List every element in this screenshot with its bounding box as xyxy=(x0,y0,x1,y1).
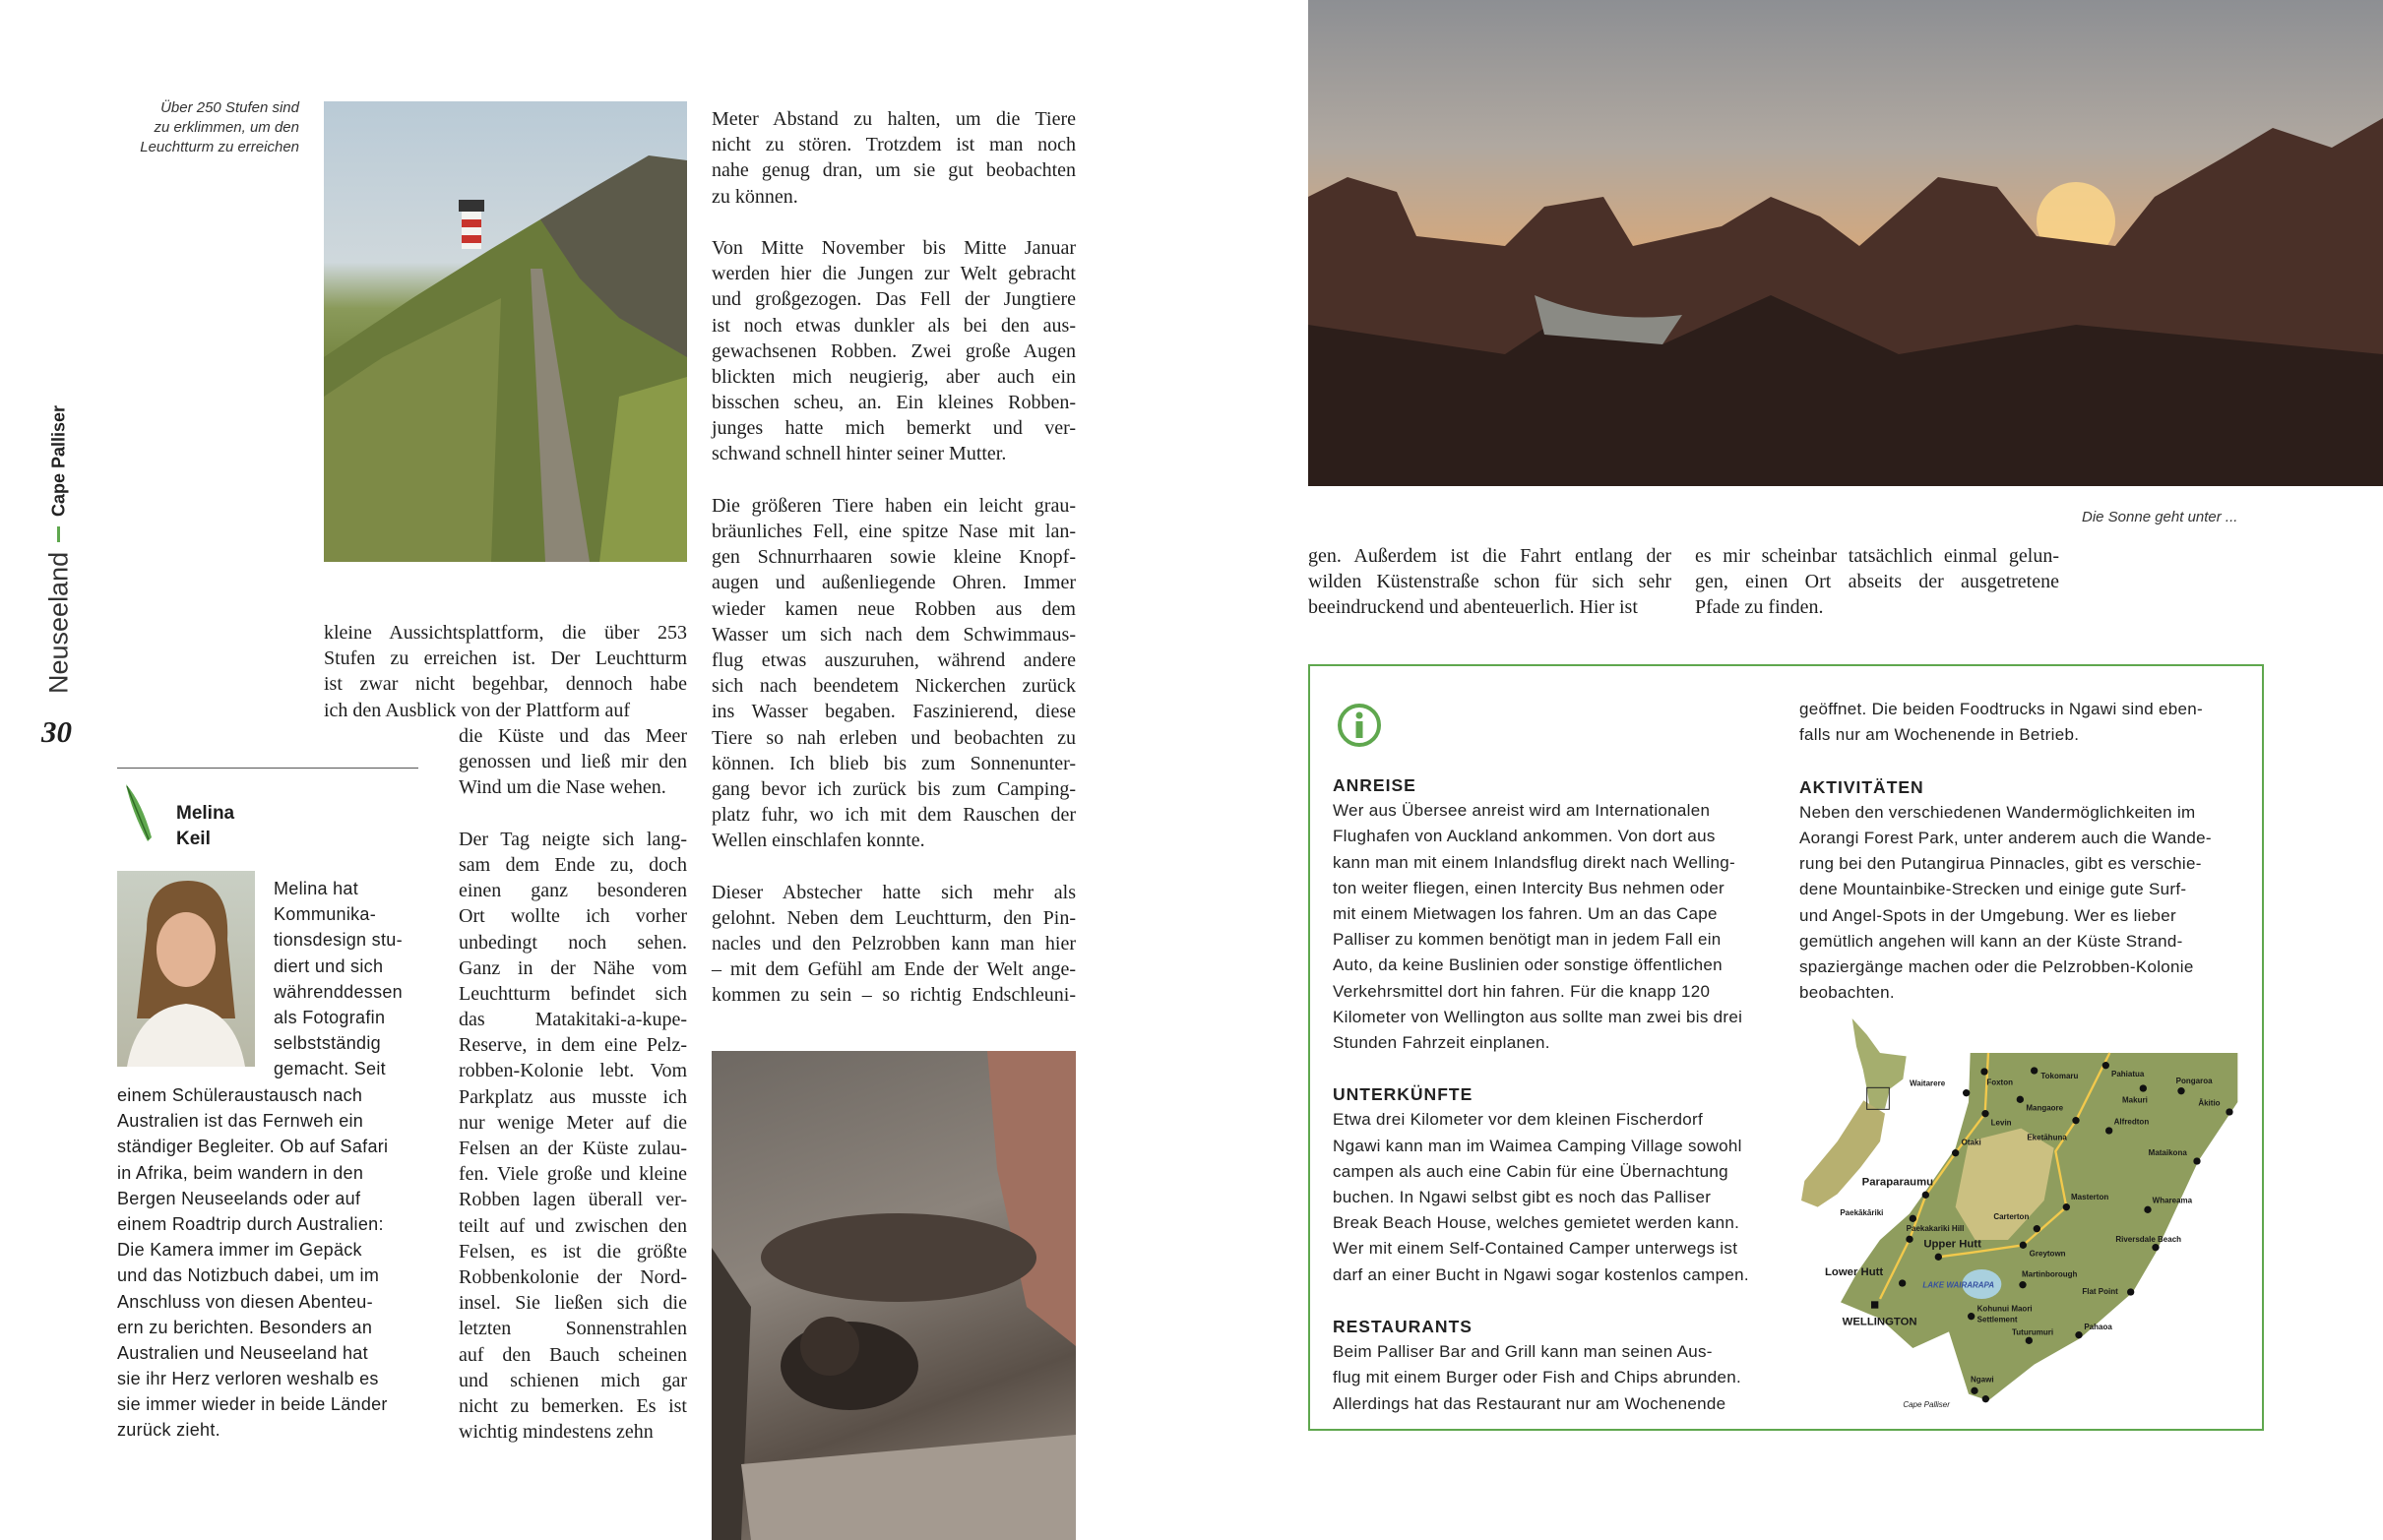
north-island-inset xyxy=(1852,1018,1907,1109)
text-line: Ngawi kann man im Waimea Camping Village sowohl xyxy=(1333,1136,1742,1155)
text-line: die Küste und das Meer xyxy=(459,725,687,747)
text-line: Wasser um sich nach dem Schwimmaus- xyxy=(712,623,1076,646)
map-label: Cape Palliser xyxy=(1903,1400,1950,1409)
text-line: sie immer wieder in beide Länder xyxy=(117,1394,388,1415)
text-line: kann man mit einem Inlandsflug direkt nach Welling- xyxy=(1333,852,1736,872)
text-line: kommen zu sein – so richtig Endschleuni- xyxy=(712,984,1076,1007)
paragraph-break xyxy=(712,210,1076,235)
map-label: Settlement xyxy=(1976,1315,2018,1324)
text-line: Anschluss von diesen Abenteu- xyxy=(117,1291,373,1312)
text-line: flug mit einem Burger oder Fish and Chips abrunden. xyxy=(1333,1368,1742,1387)
map-town-dot xyxy=(1899,1279,1906,1286)
sunset-caption: Die Sonne geht unter ... xyxy=(2082,509,2238,525)
text-line: wieder kamen neue Robben aus dem xyxy=(712,597,1076,620)
map-town-dot xyxy=(2105,1127,2112,1134)
author-bio-wide xyxy=(117,1082,422,1444)
text-line: zu können. xyxy=(712,185,798,208)
text-line: unbedingt noch sehen. xyxy=(459,931,687,954)
map-town-dot xyxy=(1935,1254,1942,1261)
map-label: Pahiatua xyxy=(2111,1070,2145,1078)
text-line: Melina hat xyxy=(274,879,359,898)
paragraph-break xyxy=(1333,1056,1786,1081)
text-line: platz fuhr, wo ich mit dem Rauschen der xyxy=(712,804,1076,827)
text-line: gen. Außerdem ist die Fahrt entlang der xyxy=(1308,545,1671,567)
wellington-region-map xyxy=(1772,1004,2264,1417)
text-line: kleine Aussichtsplattform, die über 253 xyxy=(324,622,687,644)
text-line: spaziergänge machen oder die Pelzrobben-Kolonie xyxy=(1799,956,2194,976)
text-line: Kommunika- xyxy=(274,904,377,925)
map-label: Tuturumuri xyxy=(2012,1327,2054,1337)
map-label: Martinborough xyxy=(2022,1269,2078,1279)
map-label: Otaki xyxy=(1961,1138,1981,1147)
text-line: und großgezogen. Das Fell der Jungtiere xyxy=(712,288,1076,311)
caption-line: Über 250 Stufen sind xyxy=(160,99,299,116)
map-label: Lower Hutt xyxy=(1825,1266,1884,1278)
map-label: Flat Point xyxy=(2082,1287,2118,1296)
text-line: in Afrika, beim wandern in den xyxy=(117,1162,364,1183)
info-section-heading: AKTIVITÄTEN xyxy=(1799,776,1924,797)
map-town-dot xyxy=(2017,1096,2024,1103)
text-line: blickten mich neugierig, aber auch ein xyxy=(712,365,1076,388)
text-line: gewachsenen Robben. Zwei große Augen xyxy=(712,339,1076,362)
map-label: Greytown xyxy=(2029,1249,2066,1259)
text-line: Break Beach House, welches gemietet werden kann. xyxy=(1333,1213,1740,1233)
text-line: Wer aus Übersee anreist wird am Internationalen xyxy=(1333,801,1711,821)
text-line: gelohnt. Neben dem Leuchtturm, den Pin- xyxy=(712,906,1076,929)
map-town-dot xyxy=(2102,1062,2109,1069)
text-line: Die Kamera immer im Gepäck xyxy=(117,1240,362,1261)
text-line: können. Ich blieb bis zum Sonnenunter- xyxy=(712,752,1076,774)
map-town-dot xyxy=(1982,1395,1989,1402)
text-line: robben-Kolonie lebt. Vom xyxy=(459,1060,687,1082)
text-line: Allerdings hat das Restaurant nur am Wochenende xyxy=(1333,1393,1726,1413)
lighthouse-scene xyxy=(324,101,687,562)
map-town-dot xyxy=(1968,1313,1975,1320)
info-section-heading: UNTERKÜNFTE xyxy=(1333,1084,1474,1105)
lighthouse-caption xyxy=(108,98,299,157)
text-line: tionsdesign stu- xyxy=(274,930,403,951)
column-right-1 xyxy=(1308,543,1671,621)
map-label: Waitarere xyxy=(1910,1078,1946,1088)
page-number: 30 xyxy=(41,714,72,749)
author-photo xyxy=(117,871,255,1067)
text-line: und das Notizbuch dabei, um im xyxy=(117,1265,380,1286)
map-label: Mataikona xyxy=(2148,1148,2187,1157)
text-line: teilt auf und zwischen den xyxy=(459,1214,687,1237)
text-line: ist noch etwas dunkler als bei den aus- xyxy=(712,314,1076,337)
text-line: Wer mit einem Self-Contained Camper unterwegs ist xyxy=(1333,1239,1738,1259)
text-line: Parkplatz aus musste ich xyxy=(459,1085,687,1108)
paragraph-break xyxy=(459,801,687,827)
text-line: Wind um die Nase wehen. xyxy=(459,776,666,799)
text-line: ist zwar nicht begehbar, dennoch habe xyxy=(324,673,687,696)
paragraph-break xyxy=(1799,748,2252,773)
text-line: einen ganz besonderen xyxy=(459,880,687,902)
text-line: Stunden Fahrzeit einplanen. xyxy=(1333,1032,1550,1052)
map-label: Ākitio xyxy=(2198,1098,2221,1108)
text-line: selbstständig xyxy=(274,1033,381,1054)
map-label: Foxton xyxy=(1986,1078,2014,1087)
text-line: rung bei den Putangirua Pinnacles, gibt es verschie- xyxy=(1799,854,2202,874)
map-label: Pahaoa xyxy=(2084,1323,2112,1331)
map-town-dot xyxy=(1906,1236,1913,1243)
map-label: Alfredton xyxy=(2113,1117,2150,1127)
text-line: falls nur am Wochenende in Betrieb. xyxy=(1799,725,2080,745)
map-label: Eketāhuna xyxy=(2027,1133,2067,1142)
text-line: gemacht. Seit xyxy=(274,1059,386,1079)
map-label: Paraparaumu xyxy=(1861,1176,1934,1189)
section-name: Neuseeland xyxy=(43,551,74,694)
map-label: Paekākāriki xyxy=(1840,1208,1884,1217)
text-line: letzten Sonnenstrahlen xyxy=(459,1318,687,1340)
text-line: buchen. In Ngawi selbst gibt es noch das Palliser xyxy=(1333,1188,1712,1206)
text-line: augen und außenliegende Ohren. Immer xyxy=(712,572,1076,594)
map-town-dot xyxy=(2063,1203,2070,1210)
map-label: WELLINGTON xyxy=(1842,1316,1917,1328)
map-town-dot xyxy=(2193,1157,2200,1164)
text-line: insel. Sie ließen sich die xyxy=(459,1292,687,1315)
text-line: sie ihr Herz verloren weshalb es xyxy=(117,1369,379,1389)
author-first-name: Melina xyxy=(176,803,235,824)
map-label: Mangaore xyxy=(2026,1103,2064,1113)
text-line: Wellen einschlafen konnte. xyxy=(712,830,925,852)
author-last-name: Keil xyxy=(176,829,211,849)
pen-icon xyxy=(122,782,156,850)
section-divider xyxy=(58,526,61,542)
text-line: Flughafen von Auckland ankommen. Von dort aus xyxy=(1333,827,1716,846)
text-line: Felsen an der Küste zulau- xyxy=(459,1138,687,1159)
author-divider xyxy=(117,768,418,769)
map-capital-marker xyxy=(1871,1301,1878,1308)
text-line: Dieser Abstecher hatte sich mehr als xyxy=(712,881,1076,903)
text-line: sich nach beendetem Nickerchen zurück xyxy=(712,675,1076,698)
text-line: Bergen Neuseelands oder auf xyxy=(117,1188,361,1208)
map-label: Kohunui Maori xyxy=(1976,1304,2033,1314)
map-town-dot xyxy=(2072,1117,2079,1124)
map-town-dot xyxy=(2152,1244,2159,1251)
map-town-dot xyxy=(2127,1288,2134,1295)
seal-photo xyxy=(712,1051,1076,1540)
map-label: LAKE WAIRARAPA xyxy=(1922,1280,1995,1290)
map-label: Pongaroa xyxy=(2175,1077,2213,1085)
text-line: Australien ist das Fernweh ein xyxy=(117,1111,364,1132)
map-label: Ngawi xyxy=(1971,1375,1994,1385)
text-line: diert und sich xyxy=(274,955,384,976)
text-line: ständiger Begleiter. Ob auf Safari xyxy=(117,1137,389,1157)
text-line: genossen und ließ mir den xyxy=(459,751,687,773)
text-line: Auto, da keine Buslinien oder sonstige öffentlichen xyxy=(1333,955,1723,975)
text-line: es mir scheinbar tatsächlich einmal gelun- xyxy=(1695,545,2059,567)
map-town-dot xyxy=(1980,1068,1987,1075)
info-icon xyxy=(1337,703,1382,753)
text-line: Stufen zu erreichen ist. Der Leuchtturm xyxy=(324,647,687,670)
text-line: Robben lagen überall ver- xyxy=(459,1189,687,1211)
map-town-dot xyxy=(2144,1206,2151,1213)
author-bio-narrow xyxy=(274,876,421,1082)
info-section-heading: ANREISE xyxy=(1333,775,1416,795)
text-line: nicht zu bemerken. Es ist xyxy=(459,1394,687,1417)
map-town-dot xyxy=(2020,1242,2027,1249)
chapter-name: Cape Palliser xyxy=(48,404,69,517)
text-line: gemütlich angehen will kann an der Küste Strand- xyxy=(1799,931,2183,951)
text-line: mit einem Mietwagen los fahren. Um an das Cape xyxy=(1333,903,1718,923)
text-line: gen, einen Ort abseits der ausgetretene xyxy=(1695,571,2059,593)
map-town-dot xyxy=(2226,1108,2232,1115)
text-line: Aorangi Forest Park, unter anderem auch die Wande- xyxy=(1799,828,2212,847)
info-section-heading: RESTAURANTS xyxy=(1333,1316,1473,1336)
text-line: bräunliches Fell, eine spitze Nase mit lan- xyxy=(712,521,1076,542)
map-town-dot xyxy=(2177,1087,2184,1094)
region-map xyxy=(1772,1004,2264,1417)
map-town-dot xyxy=(2019,1281,2026,1288)
text-line: dene Mountainbike-Strecken und einige gute Surf- xyxy=(1799,880,2187,899)
map-label: Upper Hutt xyxy=(1923,1238,1981,1251)
text-line: als Fotografin xyxy=(274,1007,386,1027)
text-line: Meter Abstand zu halten, um die Tiere xyxy=(712,108,1076,130)
south-island-inset xyxy=(1801,1100,1885,1206)
text-line: geöffnet. Die beiden Foodtrucks in Ngawi sind eben- xyxy=(1799,700,2204,718)
caption-line: zu erklimmen, um den xyxy=(154,119,299,136)
text-line: Felsen, es ist die größte xyxy=(459,1240,687,1263)
map-town-dot xyxy=(1971,1387,1977,1394)
text-line: nacles und den Pelzrobben kann man hier xyxy=(712,933,1076,955)
text-line: ton weiter fliegen, einen Intercity Bus nehmen oder xyxy=(1333,878,1725,897)
text-line: campen als auch eine Cabin für eine Übernachtung xyxy=(1333,1161,1728,1181)
column-right-2 xyxy=(1695,543,2059,621)
column-left-wide xyxy=(324,620,687,723)
text-line: Palliser zu kommen benötigt man in jedem Fall ein xyxy=(1333,930,1722,950)
text-line: nahe genug dran, um sie gut beobachten xyxy=(712,159,1076,182)
text-line: auf den Bauch scheinen xyxy=(459,1343,687,1366)
text-line: Verkehrsmittel dort hin fahren. Für die knapp 120 xyxy=(1333,981,1711,1001)
text-line: nur wenige Meter auf die xyxy=(459,1111,687,1134)
sunset-photo xyxy=(1308,0,2383,486)
map-town-dot xyxy=(1963,1089,1970,1096)
text-line: ich den Ausblick von der Plattform auf xyxy=(324,699,631,721)
map-town-dot xyxy=(2031,1067,2038,1074)
column-middle xyxy=(712,106,1076,1009)
text-line: und Angel-Spots in der Umgebung. Wer es lieber xyxy=(1799,905,2176,925)
text-line: ins Wasser begaben. Faszinierend, diese xyxy=(712,701,1076,723)
text-line: Ganz in der Nähe vom xyxy=(459,956,687,979)
map-label: Masterton xyxy=(2071,1193,2109,1201)
map-town-dot xyxy=(2075,1331,2082,1338)
map-label: Paekakariki Hill xyxy=(1906,1224,1965,1233)
column-left-narrow xyxy=(459,723,687,1445)
text-line: ern zu berichten. Besonders an xyxy=(117,1317,373,1337)
text-line: und schienen mich gar xyxy=(459,1369,687,1391)
text-line: Robbenkolonie der Nord- xyxy=(459,1265,687,1288)
text-line: einem Roadtrip durch Australien: xyxy=(117,1213,384,1234)
text-line: Reserve, in dem eine Pelz- xyxy=(459,1034,687,1057)
text-line: Tiere so nah erleben und beobachten zu xyxy=(712,726,1076,749)
map-town-dot xyxy=(2140,1084,2147,1091)
text-line: Etwa drei Kilometer vor dem kleinen Fischerdorf xyxy=(1333,1110,1703,1130)
vertical-section-label xyxy=(43,389,75,694)
info-right-column xyxy=(1799,697,2252,1006)
map-town-dot xyxy=(1910,1215,1916,1222)
text-line: Ort wollte ich vorher xyxy=(459,905,687,928)
text-line: gang bevor ich zurück bis zum Camping- xyxy=(712,777,1076,800)
text-line: Neben den verschiedenen Wandermöglichkeiten im xyxy=(1799,802,2196,822)
text-line: einem Schüleraustausch nach xyxy=(117,1085,363,1105)
text-line: Von Mitte November bis Mitte Januar xyxy=(712,236,1076,259)
caption-line: Leuchtturm zu erreichen xyxy=(140,139,299,155)
map-town-dot xyxy=(1981,1110,1988,1117)
text-line: gen Schnurrhaaren sowie kleine Knopf- xyxy=(712,546,1076,569)
map-label: Whareama xyxy=(2152,1196,2193,1205)
paragraph-break xyxy=(1333,1288,1786,1314)
author-name xyxy=(176,801,234,852)
paragraph-break xyxy=(712,467,1076,493)
text-line: schwand schnell hinter seiner Mutter. xyxy=(712,443,1007,465)
text-line: beobachten. xyxy=(1799,983,1895,1003)
text-line: das Matakitaki-a-kupe- xyxy=(459,1009,687,1031)
map-town-dot xyxy=(1952,1149,1959,1156)
text-line: Kilometer von Wellington aus sollte man zwei bis drei xyxy=(1333,1007,1743,1026)
map-label: Riversdale Beach xyxy=(2115,1235,2182,1244)
text-line: beeindruckend und abenteuerlich. Hier ist xyxy=(1308,596,1638,619)
map-label: Tokomaru xyxy=(2040,1072,2079,1080)
text-line: zurück zieht. xyxy=(117,1420,220,1441)
lighthouse-photo xyxy=(324,101,687,562)
info-left-column xyxy=(1333,772,1786,1417)
text-line: – mit dem Gefühl am Ende der Welt ange- xyxy=(712,958,1076,981)
map-town-dot xyxy=(1922,1192,1929,1199)
text-line: Die größeren Tiere haben ein leicht grau- xyxy=(712,494,1076,517)
text-line: wilden Küstenstraße schon für sich sehr xyxy=(1308,571,1671,593)
text-line: wichtig mindestens zehn xyxy=(459,1421,654,1444)
text-line: darf an einer Bucht in Ngawi sogar kostenlos campen. xyxy=(1333,1264,1749,1284)
map-label: Makuri xyxy=(2122,1095,2148,1105)
map-label: Carterton xyxy=(1993,1212,2030,1221)
text-line: Australien und Neuseeland hat xyxy=(117,1342,368,1363)
text-line: junges hatte mich bemerkt und ver- xyxy=(712,417,1076,440)
map-town-dot xyxy=(2034,1225,2040,1232)
map-town-dot xyxy=(2026,1337,2033,1344)
text-line: Der Tag neigte sich lang- xyxy=(459,828,687,850)
text-line: Beim Palliser Bar and Grill kann man seinen Aus- xyxy=(1333,1342,1713,1362)
text-line: sam dem Ende zu, doch xyxy=(459,853,687,876)
text-line: nicht zu stören. Trotzdem ist man noch xyxy=(712,134,1076,156)
text-line: flug etwas auszuruhen, während andere xyxy=(712,648,1076,671)
text-line: währenddessen xyxy=(274,981,403,1002)
text-line: Pfade zu finden. xyxy=(1695,596,1824,619)
paragraph-break xyxy=(712,853,1076,879)
map-label: Levin xyxy=(1990,1118,2012,1128)
text-line: Leuchtturm befindet sich xyxy=(459,982,687,1005)
text-line: werden hier die Jungen zur Welt gebracht xyxy=(712,263,1076,285)
text-line: bisschen scheu, an. Ein kleines Robben- xyxy=(712,392,1076,414)
text-line: fen. Viele große und kleine xyxy=(459,1163,687,1186)
